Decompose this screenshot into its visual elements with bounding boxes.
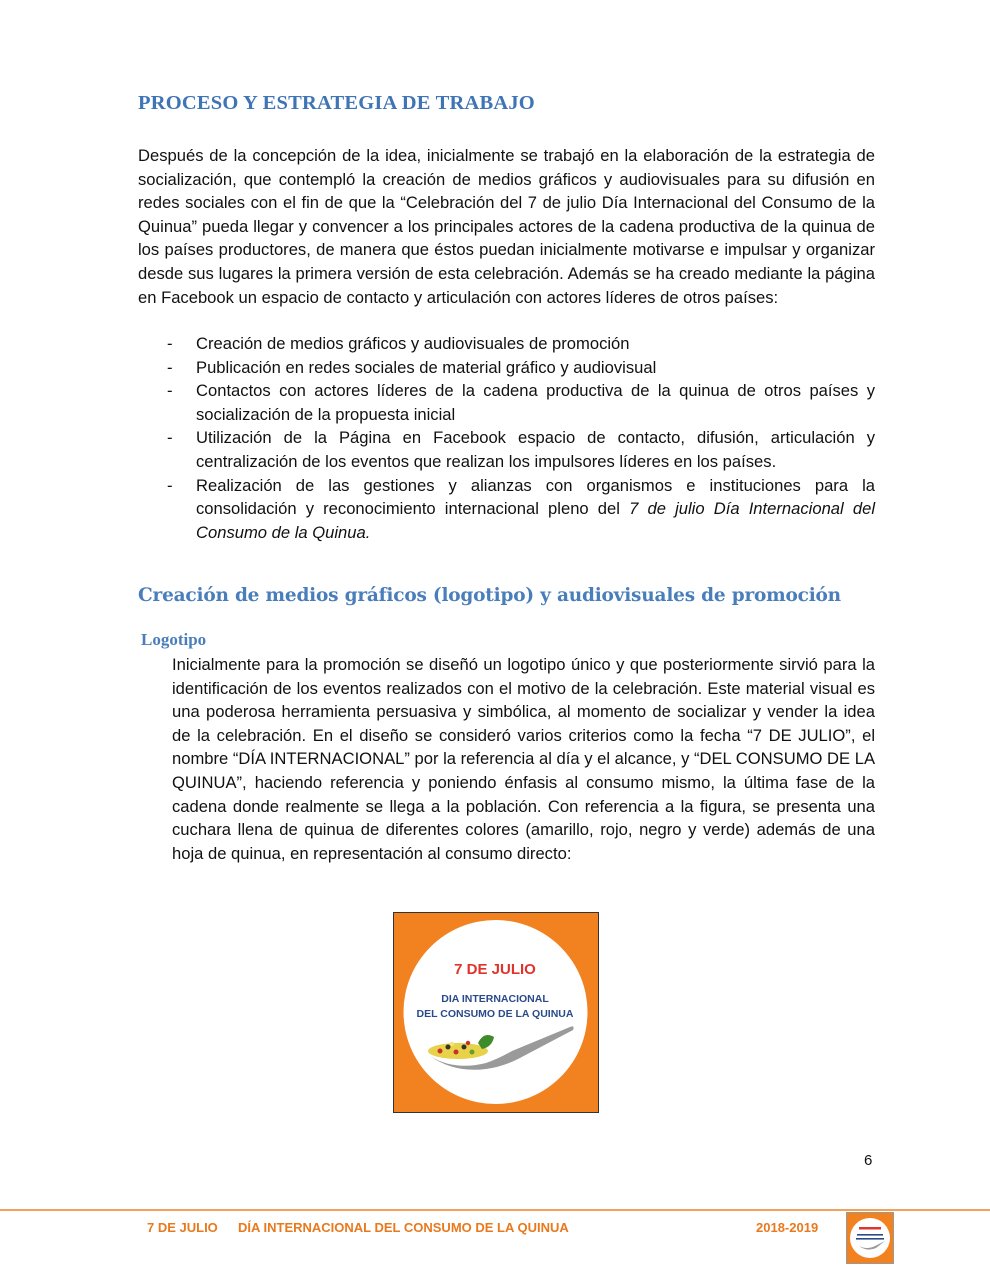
list-item-text: Contactos con actores líderes de la cadena productiva de la quinua de otros países y socialización de la propuesta inicial bbox=[196, 381, 875, 424]
logo-paragraph: Inicialmente para la promoción se diseñó un logotipo único y que posteriormente sirvió para la identificación de los eventos realizados con el motivo de la celebración. Este material visual es una poderosa herramienta persuasiva y simbólica, al momento de socializar y vender la idea de la celebración. En el diseño se consideró varios criterios como la fecha “7 DE JULIO”, el nombre “DÍA INTERNACIONAL” por la referencia al día y el alcance, y “DEL CONSUMO DE LA QUINUA”, haciendo referencia y poniendo énfasis al consumo mismo, la última fase de la cadena donde realmente se llega a la población. Con referencia a la figura, se presenta una cuchara llena de quinua de diferentes colores (amarillo, rojo, negro y verde) además de una hoja de quinua, en representación al consumo directo: bbox=[172, 655, 876, 863]
list-item bbox=[138, 356, 875, 380]
strategy-list bbox=[138, 332, 875, 544]
logo-name-line1: DIA INTERNACIONAL bbox=[441, 993, 549, 1005]
page-title: PROCESO Y ESTRATEGIA DE TRABAJO bbox=[138, 92, 535, 114]
list-item bbox=[138, 332, 875, 356]
logo-graphic bbox=[394, 913, 597, 1111]
footer-logo-icon bbox=[846, 1212, 894, 1264]
bullet-dash: - bbox=[167, 475, 173, 495]
list-item bbox=[138, 474, 875, 545]
list-item-text: Publicación en redes sociales de material gráfico y audiovisual bbox=[196, 357, 657, 377]
page-number: 6 bbox=[864, 1152, 873, 1169]
list-item bbox=[138, 379, 875, 426]
footer-years: 2018-2019 bbox=[756, 1220, 819, 1235]
footer-date: 7 DE JULIO bbox=[147, 1220, 218, 1235]
logo-date-text: 7 DE JULIO bbox=[454, 961, 536, 978]
bullet-dash: - bbox=[167, 334, 173, 353]
list-item bbox=[138, 426, 875, 473]
list-item-text: Realización de las gestiones y alianzas con organismos e instituciones para la consolidación y reconocimiento internacional pleno del bbox=[196, 475, 875, 519]
bullet-dash: - bbox=[167, 428, 173, 448]
intro-paragraph: Después de la concepción de la idea, inicialmente se trabajó en la elaboración de la estrategia de socialización, que contempló la creación de medios gráficos y audiovisuales para su difusión en redes sociales con el fin de que la “Celebración del 7 de julio Día Internacional del Consumo de la Quinua” pueda llegar y convencer a los principales actores de la cadena productiva de la quinua de los países productores, de manera que éstos puedan inicialmente motivarse e impulsar y organizar desde sus lugares la primera versión de esta celebración. Además se ha creado mediante la página en Facebook un espacio de contacto y articulación con actores líderes de otros países: bbox=[138, 146, 875, 307]
list-item-text: Utilización de la Página en Facebook espacio de contacto, difusión, articulación y centralización de los eventos que realizan los impulsores líderes en los países. bbox=[196, 428, 875, 471]
list-item-italic-text: 7 de julio Día Internacional del Consumo de la Quinua. bbox=[196, 499, 876, 542]
footer-title: DÍA INTERNACIONAL DEL CONSUMO DE LA QUINUA bbox=[238, 1220, 569, 1235]
list-item-text: Creación de medios gráficos y audiovisuales de promoción bbox=[196, 334, 630, 353]
quinoa-day-logo bbox=[393, 912, 599, 1113]
bullet-dash: - bbox=[167, 357, 173, 377]
section-heading: Creación de medios gráficos (logotipo) y audiovisuales de promoción bbox=[138, 585, 841, 606]
footer-divider bbox=[0, 1209, 990, 1211]
subheading-logotipo: Logotipo bbox=[141, 630, 207, 649]
logo-name-line2: DEL CONSUMO DE LA QUINUA bbox=[416, 1008, 574, 1020]
bullet-dash: - bbox=[167, 381, 173, 401]
